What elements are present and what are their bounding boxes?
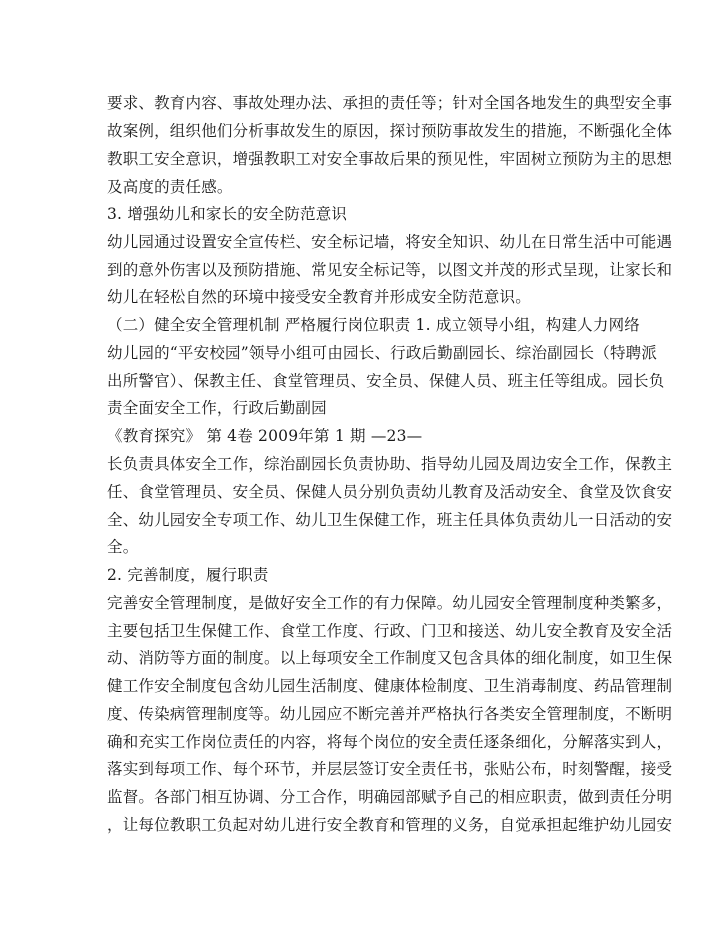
body-text-line: 责全面安全工作，行政后勤副园 [107, 399, 327, 417]
section-heading: 2. 完善制度，履行职责 [107, 566, 269, 584]
body-text-line: 幼儿园通过设置安全宣传栏、安全标记墙，将安全知识、幼儿在日常生活中可能遇 [107, 233, 673, 251]
body-text-line: 主要包括卫生保健工作、食堂工作度、行政、门卫和接送、幼儿安全教育及安全活 [107, 622, 673, 640]
body-text-line: 动、消防等方面的制度。以上每项安全工作制度又包含具体的细化制度，如卫生保 [107, 649, 673, 667]
body-text-line: 监督。各部门相互协调、分工合作，明确园部赋予自己的相应职责，做到责任分明 [107, 788, 673, 806]
body-text-line: 落实到每项工作、每个环节，并层层签订安全责任书，张贴公布，时刻警醒，接受 [107, 760, 673, 778]
body-text-line: 出所警官）、保教主任、食堂管理员、安全员、保健人员、班主任等组成。园长负 [107, 372, 665, 390]
body-text-line: 全。 [107, 538, 139, 556]
body-text-line: 幼儿在轻松自然的环境中接受安全教育并形成安全防范意识。 [107, 288, 531, 306]
body-text-line: ，让每位教职工负起对幼儿进行安全教育和管理的义务，自觉承担起维护幼儿园安 [107, 816, 673, 834]
body-text-line: 故案例，组织他们分析事故发生的原因，探讨预防事故发生的措施，不断强化全体 [107, 122, 673, 140]
body-text-line: 长负责具体安全工作，综治副园长负责协助、指导幼儿园及周边安全工作，保教主 [107, 455, 673, 473]
body-text-line: 完善安全管理制度，是做好安全工作的有力保障。幼儿园安全管理制度种类繁多， [107, 594, 673, 612]
section-heading: （二）健全安全管理机制 严格履行岗位职责 1. 成立领导小组，构建人力网络 [107, 316, 640, 334]
body-text-line: 幼儿园的“平安校园”领导小组可由园长、行政后勤副园长、综治副园长（特聘派 [107, 344, 658, 362]
body-text-line: 及高度的责任感。 [107, 178, 233, 196]
body-text-line: 确和充实工作岗位责任的内容，将每个岗位的安全责任逐条细化，分解落实到人， [107, 733, 673, 751]
body-text-line: 任、食堂管理员、安全员、保健人员分别负责幼儿教育及活动安全、食堂及饮食安 [107, 483, 673, 501]
body-text-line: 要求、教育内容、事故处理办法、承担的责任等；针对全国各地发生的典型安全事 [107, 94, 673, 112]
body-text-line: 全、幼儿园安全专项工作、幼儿卫生保健工作，班主任具体负责幼儿一日活动的安 [107, 511, 673, 529]
journal-footer: 《教育探究》 第 4卷 2009年第 1 期 —23— [107, 427, 423, 445]
body-text-line: 度、传染病管理制度等。幼儿园应不断完善并严格执行各类安全管理制度，不断明 [107, 705, 673, 723]
body-text-line: 健工作安全制度包含幼儿园生活制度、健康体检制度、卫生消毒制度、药品管理制 [107, 677, 673, 695]
section-heading: 3. 增强幼儿和家长的安全防范意识 [107, 205, 348, 223]
body-text-line: 教职工安全意识，增强教职工对安全事故后果的预见性，牢固树立预防为主的思想 [107, 150, 673, 168]
body-text-line: 到的意外伤害以及预防措施、常见安全标记等，以图文并茂的形式呈现，让家长和 [107, 261, 673, 279]
